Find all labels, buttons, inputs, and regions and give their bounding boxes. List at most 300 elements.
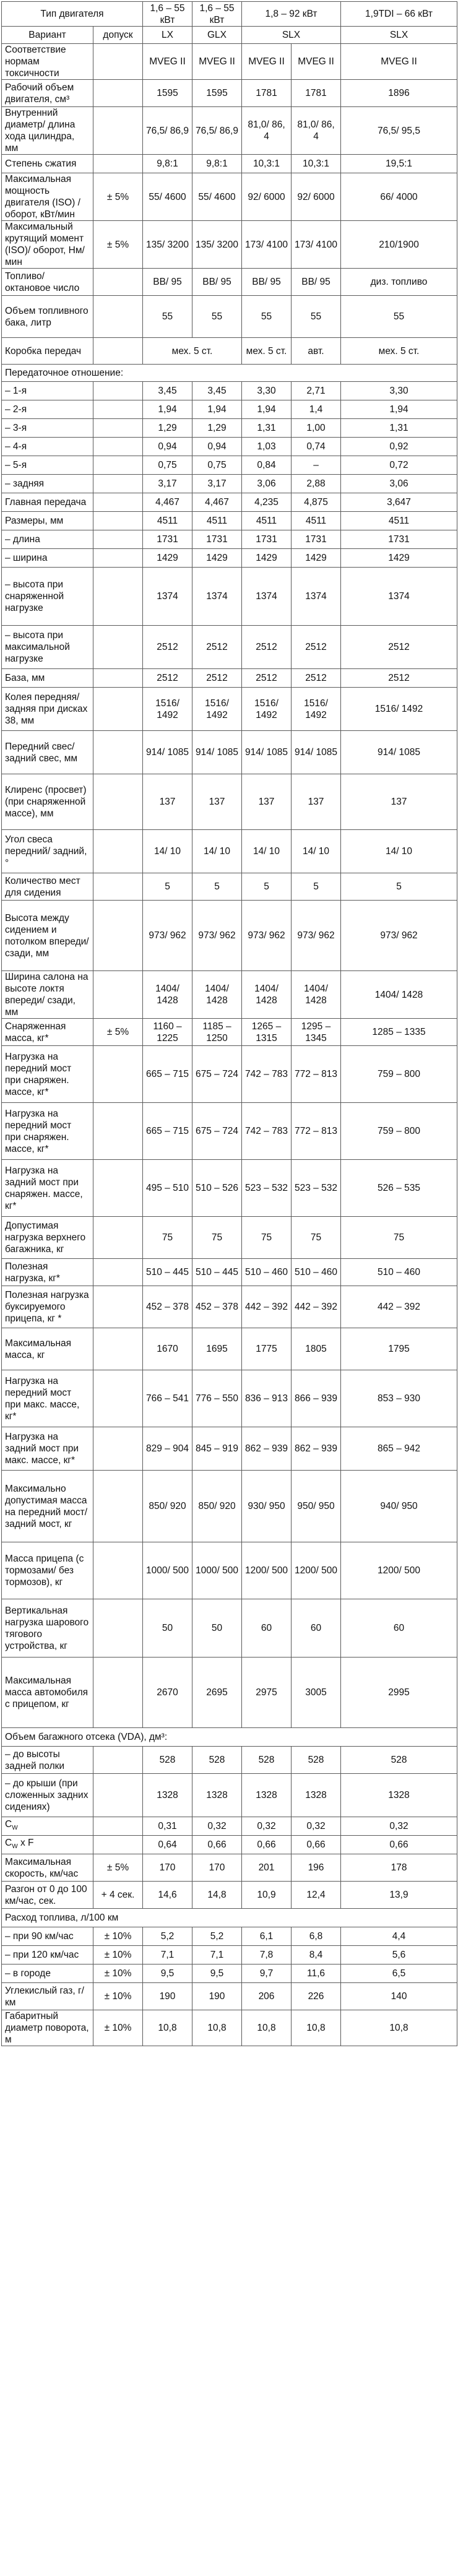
value-cell: 1000/ 500 xyxy=(192,1542,242,1599)
value-cell: 973/ 962 xyxy=(242,901,292,971)
value-cell: 862 – 939 xyxy=(242,1427,292,1471)
value-cell: 3005 xyxy=(292,1658,341,1728)
value-cell: 1,4 xyxy=(292,400,341,419)
value-cell: 60 xyxy=(341,1599,457,1658)
value-cell: 11,6 xyxy=(292,1964,341,1983)
value-cell: 1429 xyxy=(192,549,242,568)
table-row xyxy=(2,1658,457,1728)
value-cell: – xyxy=(292,456,341,475)
value-cell: 10,8 xyxy=(292,2010,341,2046)
value-cell: 12,4 xyxy=(292,1882,341,1909)
value-cell: 2512 xyxy=(143,626,192,669)
value-cell: 7,1 xyxy=(143,1946,192,1964)
value-cell: 1265 – 1315 xyxy=(242,1019,292,1046)
table-row xyxy=(2,1160,457,1217)
value-cell: 1,94 xyxy=(341,400,457,419)
tolerance-cell xyxy=(93,1747,143,1774)
value-cell: 92/ 6000 xyxy=(292,173,341,221)
value-cell: 1,29 xyxy=(143,419,192,438)
value-cell: 7,8 xyxy=(242,1946,292,1964)
row-label: Топливо/ октановое число xyxy=(2,269,93,296)
value-cell: 135/ 3200 xyxy=(143,221,192,269)
value-cell: 140 xyxy=(341,1983,457,2010)
row-label: – 1-я xyxy=(2,382,93,400)
table-row xyxy=(2,438,457,456)
value-cell: 8,4 xyxy=(292,1946,341,1964)
table-row xyxy=(2,901,457,971)
value-cell: 914/ 1085 xyxy=(192,731,242,774)
table-row xyxy=(2,269,457,296)
table-row xyxy=(2,1103,457,1160)
value-cell: 0,92 xyxy=(341,438,457,456)
value-cell: 1896 xyxy=(341,80,457,107)
table-row xyxy=(2,512,457,530)
value-cell: 2512 xyxy=(242,626,292,669)
value-cell: 1404/ 1428 xyxy=(192,971,242,1019)
value-cell: 92/ 6000 xyxy=(242,173,292,221)
tolerance-cell xyxy=(93,1046,143,1103)
value-cell: 7,1 xyxy=(192,1946,242,1964)
header-variant: SLX xyxy=(242,27,341,44)
value-cell: 173/ 4100 xyxy=(292,221,341,269)
value-cell: 1516/ 1492 xyxy=(242,688,292,731)
table-row xyxy=(2,688,457,731)
value-cell: 9,8:1 xyxy=(143,155,192,173)
value-cell: 1,94 xyxy=(192,400,242,419)
value-cell: 1160 – 1225 xyxy=(143,1019,192,1046)
row-label: Передний свес/ задний свес, мм xyxy=(2,731,93,774)
value-cell: 201 xyxy=(242,1854,292,1882)
value-cell: мех. 5 ст. xyxy=(341,338,457,365)
value-cell: 1374 xyxy=(192,568,242,626)
value-cell: 3,30 xyxy=(242,382,292,400)
value-cell: 2,71 xyxy=(292,382,341,400)
value-cell: 137 xyxy=(341,774,457,830)
value-cell: 14/ 10 xyxy=(292,830,341,873)
row-label: Размеры, мм xyxy=(2,512,93,530)
value-cell: 14,6 xyxy=(143,1882,192,1909)
row-label: Масса прицепа (с тормозами/ без тормозов), кг xyxy=(2,1542,93,1599)
value-cell: 1429 xyxy=(341,549,457,568)
value-cell: 226 xyxy=(292,1983,341,2010)
value-cell: 510 – 526 xyxy=(192,1160,242,1217)
tolerance-cell xyxy=(93,493,143,512)
row-label: – до крыши (при сложенных задних сидениях) xyxy=(2,1774,93,1817)
value-cell: 836 – 913 xyxy=(242,1370,292,1427)
value-cell: ВВ/ 95 xyxy=(143,269,192,296)
tolerance-cell xyxy=(93,1103,143,1160)
table-row xyxy=(2,2010,457,2046)
value-cell: авт. xyxy=(292,338,341,365)
table-row xyxy=(2,1817,457,1836)
row-label: Полезная нагрузка, кг* xyxy=(2,1259,93,1286)
value-cell: 4,875 xyxy=(292,493,341,512)
value-cell: 190 xyxy=(192,1983,242,2010)
row-label: $C_W$ xyxy=(2,1817,93,1836)
tolerance-cell xyxy=(93,80,143,107)
value-cell: 60 xyxy=(242,1599,292,1658)
tolerance-cell: ± 5% xyxy=(93,1019,143,1046)
value-cell: 9,5 xyxy=(143,1964,192,1983)
value-cell: 1374 xyxy=(292,568,341,626)
value-cell: MVEG II xyxy=(292,44,341,80)
value-cell: 2512 xyxy=(292,669,341,688)
value-cell: 10,3:1 xyxy=(292,155,341,173)
row-label: Максимальная масса автомобиля с прицепом, кг xyxy=(2,1658,93,1728)
table-row xyxy=(2,44,457,80)
tolerance-cell xyxy=(93,568,143,626)
value-cell: 3,30 xyxy=(341,382,457,400)
tolerance-cell xyxy=(93,626,143,669)
row-label: Углекислый газ, г/км xyxy=(2,1983,93,2010)
value-cell: 75 xyxy=(292,1217,341,1259)
tolerance-cell xyxy=(93,1658,143,1728)
value-cell: 2512 xyxy=(292,626,341,669)
tolerance-cell: ± 5% xyxy=(93,173,143,221)
tolerance-cell xyxy=(93,1836,143,1854)
value-cell: 1200/ 500 xyxy=(242,1542,292,1599)
value-cell: 2995 xyxy=(341,1658,457,1728)
value-cell: 1328 xyxy=(242,1774,292,1817)
value-cell: 772 – 813 xyxy=(292,1103,341,1160)
row-label: – высота при снаряженной нагрузке xyxy=(2,568,93,626)
value-cell: 1,94 xyxy=(143,400,192,419)
value-cell: 14/ 10 xyxy=(341,830,457,873)
section-heading: Передаточное отношение: xyxy=(2,365,457,382)
tolerance-cell xyxy=(93,1817,143,1836)
tolerance-cell xyxy=(93,1774,143,1817)
row-label: – длина xyxy=(2,530,93,549)
value-cell: 55/ 4600 xyxy=(143,173,192,221)
value-cell: ВВ/ 95 xyxy=(242,269,292,296)
value-cell: 1516/ 1492 xyxy=(192,688,242,731)
header-engine-row xyxy=(2,2,457,27)
value-cell: 173/ 4100 xyxy=(242,221,292,269)
value-cell: 973/ 962 xyxy=(192,901,242,971)
value-cell: 0,66 xyxy=(292,1836,341,1854)
table-row xyxy=(2,419,457,438)
tolerance-cell xyxy=(93,296,143,338)
value-cell: 4511 xyxy=(292,512,341,530)
row-label: Габаритный диаметр поворота, м xyxy=(2,2010,93,2046)
value-cell: 973/ 962 xyxy=(143,901,192,971)
value-cell: 1000/ 500 xyxy=(143,1542,192,1599)
tolerance-cell xyxy=(93,1599,143,1658)
table-row xyxy=(2,382,457,400)
value-cell: 0,72 xyxy=(341,456,457,475)
table-row xyxy=(2,669,457,688)
tolerance-cell xyxy=(93,1160,143,1217)
value-cell: 665 – 715 xyxy=(143,1046,192,1103)
value-cell: 210/1900 xyxy=(341,221,457,269)
value-cell: 973/ 962 xyxy=(292,901,341,971)
value-cell: 0,32 xyxy=(192,1817,242,1836)
value-cell: 4,4 xyxy=(341,1927,457,1946)
value-cell: 2512 xyxy=(192,669,242,688)
row-label: Полезная нагрузка буксируемого прицепа, кг * xyxy=(2,1286,93,1328)
value-cell: 1328 xyxy=(292,1774,341,1817)
row-label: Внутренний диаметр/ длина хода цилиндра, мм xyxy=(2,107,93,155)
table-row xyxy=(2,1471,457,1542)
value-cell: 4,467 xyxy=(143,493,192,512)
table-row xyxy=(2,365,457,382)
row-label: Максимальная масса, кг xyxy=(2,1328,93,1370)
value-cell: 510 – 460 xyxy=(292,1259,341,1286)
value-cell: 742 – 783 xyxy=(242,1046,292,1103)
tolerance-cell xyxy=(93,456,143,475)
value-cell: 1404/ 1428 xyxy=(143,971,192,1019)
tolerance-cell xyxy=(93,338,143,365)
table-row xyxy=(2,1599,457,1658)
value-cell: 442 – 392 xyxy=(242,1286,292,1328)
tolerance-cell xyxy=(93,155,143,173)
value-cell: мех. 5 ст. xyxy=(242,338,292,365)
table-row xyxy=(2,1542,457,1599)
tolerance-cell xyxy=(93,400,143,419)
value-cell: 81,0/ 86, 4 xyxy=(292,107,341,155)
value-cell: 10,8 xyxy=(143,2010,192,2046)
tolerance-cell xyxy=(93,438,143,456)
table-row xyxy=(2,1836,457,1854)
row-label: Клиренс (просвет) (при снаряженной массе), мм xyxy=(2,774,93,830)
value-cell: 452 – 378 xyxy=(192,1286,242,1328)
value-cell: 766 – 541 xyxy=(143,1370,192,1427)
table-row xyxy=(2,400,457,419)
value-cell: ВВ/ 95 xyxy=(192,269,242,296)
row-label: Максимально допустимая масса на передний мост/ задний мост, кг xyxy=(2,1471,93,1542)
value-cell: 526 – 535 xyxy=(341,1160,457,1217)
value-cell: 1731 xyxy=(192,530,242,549)
row-label: Допустимая нагрузка верхнего багажника, кг xyxy=(2,1217,93,1259)
value-cell: 137 xyxy=(242,774,292,830)
value-cell: мех. 5 ст. xyxy=(143,338,242,365)
tolerance-cell: ± 5% xyxy=(93,1854,143,1882)
row-label: Нагрузка на передний мост при снаряжен. массе, кг* xyxy=(2,1046,93,1103)
value-cell: 3,06 xyxy=(242,475,292,493)
value-cell: 1,31 xyxy=(341,419,457,438)
value-cell: 5,6 xyxy=(341,1946,457,1964)
row-label: Главная передача xyxy=(2,493,93,512)
value-cell: 510 – 460 xyxy=(341,1259,457,1286)
value-cell: 3,17 xyxy=(192,475,242,493)
value-cell: 76,5/ 86,9 xyxy=(143,107,192,155)
value-cell: 1781 xyxy=(292,80,341,107)
value-cell: 10,3:1 xyxy=(242,155,292,173)
table-row xyxy=(2,475,457,493)
row-label: Максимальная скорость, км/час xyxy=(2,1854,93,1882)
value-cell: 14,8 xyxy=(192,1882,242,1909)
value-cell: 1805 xyxy=(292,1328,341,1370)
table-row xyxy=(2,830,457,873)
table-row xyxy=(2,731,457,774)
value-cell: 1200/ 500 xyxy=(292,1542,341,1599)
value-cell: 523 – 532 xyxy=(242,1160,292,1217)
row-label: Высота между сидением и потолком впереди/ сзади, мм xyxy=(2,901,93,971)
value-cell: 6,8 xyxy=(292,1927,341,1946)
row-label: Степень сжатия xyxy=(2,155,93,173)
value-cell: 1328 xyxy=(192,1774,242,1817)
section-heading: Расход топлива, л/100 км xyxy=(2,1909,457,1927)
value-cell: 55 xyxy=(341,296,457,338)
value-cell: 196 xyxy=(292,1854,341,1882)
row-label: Рабочий объем двигателя, см³ xyxy=(2,80,93,107)
value-cell: 170 xyxy=(192,1854,242,1882)
table-row xyxy=(2,1946,457,1964)
header-variant-row xyxy=(2,27,457,44)
tolerance-cell xyxy=(93,44,143,80)
value-cell: 1404/ 1428 xyxy=(341,971,457,1019)
table-row xyxy=(2,1774,457,1817)
value-cell: 0,32 xyxy=(341,1817,457,1836)
tolerance-cell xyxy=(93,1427,143,1471)
value-cell: 914/ 1085 xyxy=(143,731,192,774)
value-cell: 1,31 xyxy=(242,419,292,438)
value-cell: 10,8 xyxy=(242,2010,292,2046)
header-variant: GLX xyxy=(192,27,242,44)
value-cell: 6,5 xyxy=(341,1964,457,1983)
value-cell: 50 xyxy=(192,1599,242,1658)
value-cell: 4511 xyxy=(341,512,457,530)
value-cell: 862 – 939 xyxy=(292,1427,341,1471)
row-label: Количество мест для сидения xyxy=(2,873,93,901)
value-cell: 914/ 1085 xyxy=(242,731,292,774)
value-cell: 1516/ 1492 xyxy=(143,688,192,731)
table-row xyxy=(2,549,457,568)
value-cell: 1731 xyxy=(292,530,341,549)
header-engine: 1,9TDI – 66 кВт xyxy=(341,2,457,27)
value-cell: 14/ 10 xyxy=(143,830,192,873)
value-cell: 1731 xyxy=(242,530,292,549)
row-label: Ширина салона на высоте локтя впереди/ сзади, мм xyxy=(2,971,93,1019)
value-cell: 5 xyxy=(341,873,457,901)
row-label: – высота при максимальной нагрузке xyxy=(2,626,93,669)
table-row xyxy=(2,1046,457,1103)
value-cell: 452 – 378 xyxy=(143,1286,192,1328)
value-cell: 0,32 xyxy=(292,1817,341,1836)
tolerance-cell xyxy=(93,1328,143,1370)
tolerance-cell: ± 10% xyxy=(93,2010,143,2046)
row-label: Нагрузка на передний мост при макс. массе, кг* xyxy=(2,1370,93,1427)
value-cell: 1404/ 1428 xyxy=(292,971,341,1019)
value-cell: 0,31 xyxy=(143,1817,192,1836)
table-row xyxy=(2,1427,457,1471)
value-cell: 1328 xyxy=(341,1774,457,1817)
value-cell: диз. топливо xyxy=(341,269,457,296)
tolerance-cell: ± 10% xyxy=(93,1983,143,2010)
tolerance-cell xyxy=(93,1259,143,1286)
value-cell: 10,8 xyxy=(192,2010,242,2046)
value-cell: 675 – 724 xyxy=(192,1103,242,1160)
value-cell: 75 xyxy=(341,1217,457,1259)
value-cell: 10,9 xyxy=(242,1882,292,1909)
table-row xyxy=(2,296,457,338)
table-row xyxy=(2,221,457,269)
value-cell: 940/ 950 xyxy=(341,1471,457,1542)
value-cell: 0,74 xyxy=(292,438,341,456)
value-cell: 1404/ 1428 xyxy=(242,971,292,1019)
value-cell: 1795 xyxy=(341,1328,457,1370)
tolerance-cell xyxy=(93,512,143,530)
tolerance-cell xyxy=(93,475,143,493)
header-engine: 1,6 – 55 кВт xyxy=(143,2,192,27)
row-label: Угол свеса передний/ задний, ° xyxy=(2,830,93,873)
value-cell: 1374 xyxy=(242,568,292,626)
value-cell: 135/ 3200 xyxy=(192,221,242,269)
value-cell: 510 – 445 xyxy=(143,1259,192,1286)
value-cell: 866 – 939 xyxy=(292,1370,341,1427)
value-cell: 206 xyxy=(242,1983,292,2010)
value-cell: 850/ 920 xyxy=(143,1471,192,1542)
value-cell: 76,5/ 86,9 xyxy=(192,107,242,155)
value-cell: 170 xyxy=(143,1854,192,1882)
value-cell: 76,5/ 95,5 xyxy=(341,107,457,155)
value-cell: 14/ 10 xyxy=(192,830,242,873)
value-cell: 510 – 445 xyxy=(192,1259,242,1286)
section-heading: Объем багажного отсека (VDA), дм³: xyxy=(2,1728,457,1747)
value-cell: 1295 – 1345 xyxy=(292,1019,341,1046)
header-engine: 1,6 – 55 кВт xyxy=(192,2,242,27)
value-cell: 1,29 xyxy=(192,419,242,438)
value-cell: 55 xyxy=(192,296,242,338)
value-cell: 528 xyxy=(192,1747,242,1774)
value-cell: 55/ 4600 xyxy=(192,173,242,221)
table-row xyxy=(2,1019,457,1046)
value-cell: 973/ 962 xyxy=(341,901,457,971)
value-cell: 2512 xyxy=(341,669,457,688)
header-variant: LX xyxy=(143,27,192,44)
value-cell: 137 xyxy=(143,774,192,830)
value-cell: 9,8:1 xyxy=(192,155,242,173)
table-row xyxy=(2,1286,457,1328)
tolerance-cell xyxy=(93,774,143,830)
value-cell: 665 – 715 xyxy=(143,1103,192,1160)
value-cell: 1285 – 1335 xyxy=(341,1019,457,1046)
header-engine: 1,8 – 92 кВт xyxy=(242,2,341,27)
value-cell: 675 – 724 xyxy=(192,1046,242,1103)
value-cell: 10,8 xyxy=(341,2010,457,2046)
value-cell: 1595 xyxy=(143,80,192,107)
value-cell: 75 xyxy=(242,1217,292,1259)
table-row xyxy=(2,568,457,626)
value-cell: 0,66 xyxy=(192,1836,242,1854)
value-cell: 2,88 xyxy=(292,475,341,493)
table-row xyxy=(2,1882,457,1909)
tolerance-cell xyxy=(93,419,143,438)
tolerance-cell: ± 5% xyxy=(93,221,143,269)
row-label: Колея передняя/ задняя при дисках 38, мм xyxy=(2,688,93,731)
table-row xyxy=(2,155,457,173)
row-label: Разгон от 0 до 100 км/час, сек. xyxy=(2,1882,93,1909)
value-cell: 55 xyxy=(143,296,192,338)
value-cell: 5 xyxy=(192,873,242,901)
row-label: Нагрузка на передний мост при снаряжен. массе, кг* xyxy=(2,1103,93,1160)
value-cell: MVEG II xyxy=(192,44,242,80)
value-cell: 1328 xyxy=(143,1774,192,1817)
row-label: Нагрузка на задний мост при макс. массе, кг* xyxy=(2,1427,93,1471)
row-label: Коробка передач xyxy=(2,338,93,365)
value-cell: 772 – 813 xyxy=(292,1046,341,1103)
value-cell: 914/ 1085 xyxy=(341,731,457,774)
value-cell: 19,5:1 xyxy=(341,155,457,173)
row-label: База, мм xyxy=(2,669,93,688)
value-cell: 759 – 800 xyxy=(341,1046,457,1103)
value-cell: 81,0/ 86, 4 xyxy=(242,107,292,155)
header-label: Тип двигателя xyxy=(2,2,143,27)
header-tolerance-label: допуск xyxy=(93,27,143,44)
row-label: – 4-я xyxy=(2,438,93,456)
value-cell: 9,7 xyxy=(242,1964,292,1983)
value-cell: 75 xyxy=(192,1217,242,1259)
